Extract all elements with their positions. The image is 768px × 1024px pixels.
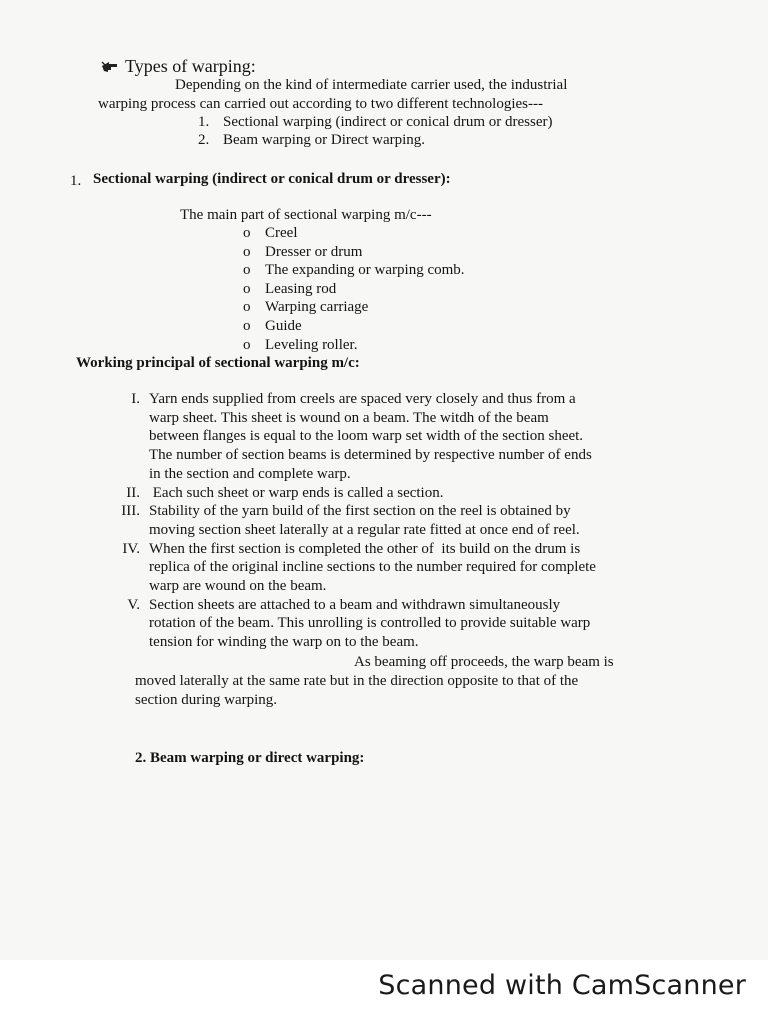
step-text-line: The number of section beams is determined by respective number of ends (149, 447, 592, 464)
types-item-text: Beam warping or Direct warping. (223, 132, 426, 148)
paragraph-line: As beaming off proceeds, the warp beam is (354, 654, 614, 670)
paragraph-line: moved laterally at the same rate but in the direction opposite to that of the (135, 673, 579, 689)
bullet-circle-icon: o (243, 225, 251, 241)
types-item-text: Sectional warping (indirect or conical drum or dresser) (223, 114, 553, 130)
types-item-number: 1. (198, 114, 210, 130)
types-item-2 (198, 131, 425, 149)
step-number: V. (127, 596, 140, 613)
step-text-line: When the first section is completed the other of its build on the drum is (149, 540, 581, 557)
parts-list-item (243, 298, 368, 316)
step-text-line: between flanges is equal to the loom warp set width of the section sheet. (149, 428, 584, 445)
bullet-circle-icon: o (243, 280, 251, 297)
parts-list-item (243, 280, 336, 298)
bullet-circle-icon: o (243, 299, 251, 316)
bullet-circle-icon: o (243, 243, 251, 260)
parts-list-item (243, 317, 302, 335)
parts-list-item-text: Warping carriage (265, 299, 369, 316)
types-intro-line1: Depending on the kind of intermediate carrier used, the industrial (175, 77, 568, 93)
parts-list-item (243, 224, 297, 242)
bullet-circle-icon: o (243, 262, 251, 279)
camscanner-footer (0, 960, 768, 1024)
step-text-line: rotation of the beam. This unrolling is controlled to provide suitable warp (149, 615, 591, 632)
parts-list-item-text: Creel (265, 225, 298, 241)
types-item-number: 2. (198, 132, 210, 148)
types-heading: Types of warping: (125, 56, 256, 76)
parts-list-item-text: The expanding or warping comb. (265, 262, 465, 279)
sectional-number: 1. (70, 173, 82, 189)
parts-list-item (243, 261, 465, 279)
step-number: III. (121, 503, 140, 520)
parts-list-item (243, 243, 362, 261)
working-heading: Working principal of sectional warping m/c: (76, 355, 360, 371)
step-text-line: in the section and complete warp. (149, 465, 351, 482)
parts-list-item-text: Leveling roller. (265, 336, 358, 353)
step-text-line: replica of the original incline sections to the number required for complete (149, 559, 596, 576)
scanner-watermark: Scanned with CamScanner (378, 970, 746, 1001)
step-number: IV. (122, 540, 140, 557)
step-text-line: warp sheet. This sheet is wound on a beam. The witdh of the beam (149, 409, 549, 426)
step-text-line: Section sheets are attached to a beam and withdrawn simultaneously (149, 596, 561, 613)
step-text-line: Stability of the yarn build of the first section on the reel is obtained by (149, 503, 571, 520)
parts-list-item-text: Dresser or drum (265, 243, 363, 260)
types-intro-line2: warping process can carried out according to two different technologies--- (98, 96, 543, 112)
step-text-line: warp are wound on the beam. (149, 578, 327, 594)
bullet-circle-icon: o (243, 318, 251, 334)
step-number: II. (126, 484, 140, 501)
step-text-line: moving section sheet laterally at a regular rate fitted at once end of reel. (149, 521, 580, 538)
sectional-heading: Sectional warping (indirect or conical drum or dresser): (93, 171, 451, 187)
parts-list-item-text: Guide (265, 318, 302, 334)
hand-pointer-icon (100, 58, 120, 74)
parts-list-item (243, 336, 357, 354)
parts-list-item-text: Leasing rod (265, 280, 337, 297)
step-number: I. (131, 391, 140, 407)
paragraph-line: section during warping. (135, 692, 278, 708)
parts-intro: The main part of sectional warping m/c--- (180, 207, 432, 223)
beam-heading: 2. Beam warping or direct warping: (135, 750, 365, 766)
bullet-circle-icon: o (243, 336, 251, 353)
step-text-line: tension for winding the warp on to the beam. (149, 634, 419, 651)
step-text-line: Yarn ends supplied from creels are spaced very closely and thus from a (149, 391, 576, 407)
step-text-line: Each such sheet or warp ends is called a section. (149, 484, 444, 501)
types-item-1 (198, 113, 552, 131)
